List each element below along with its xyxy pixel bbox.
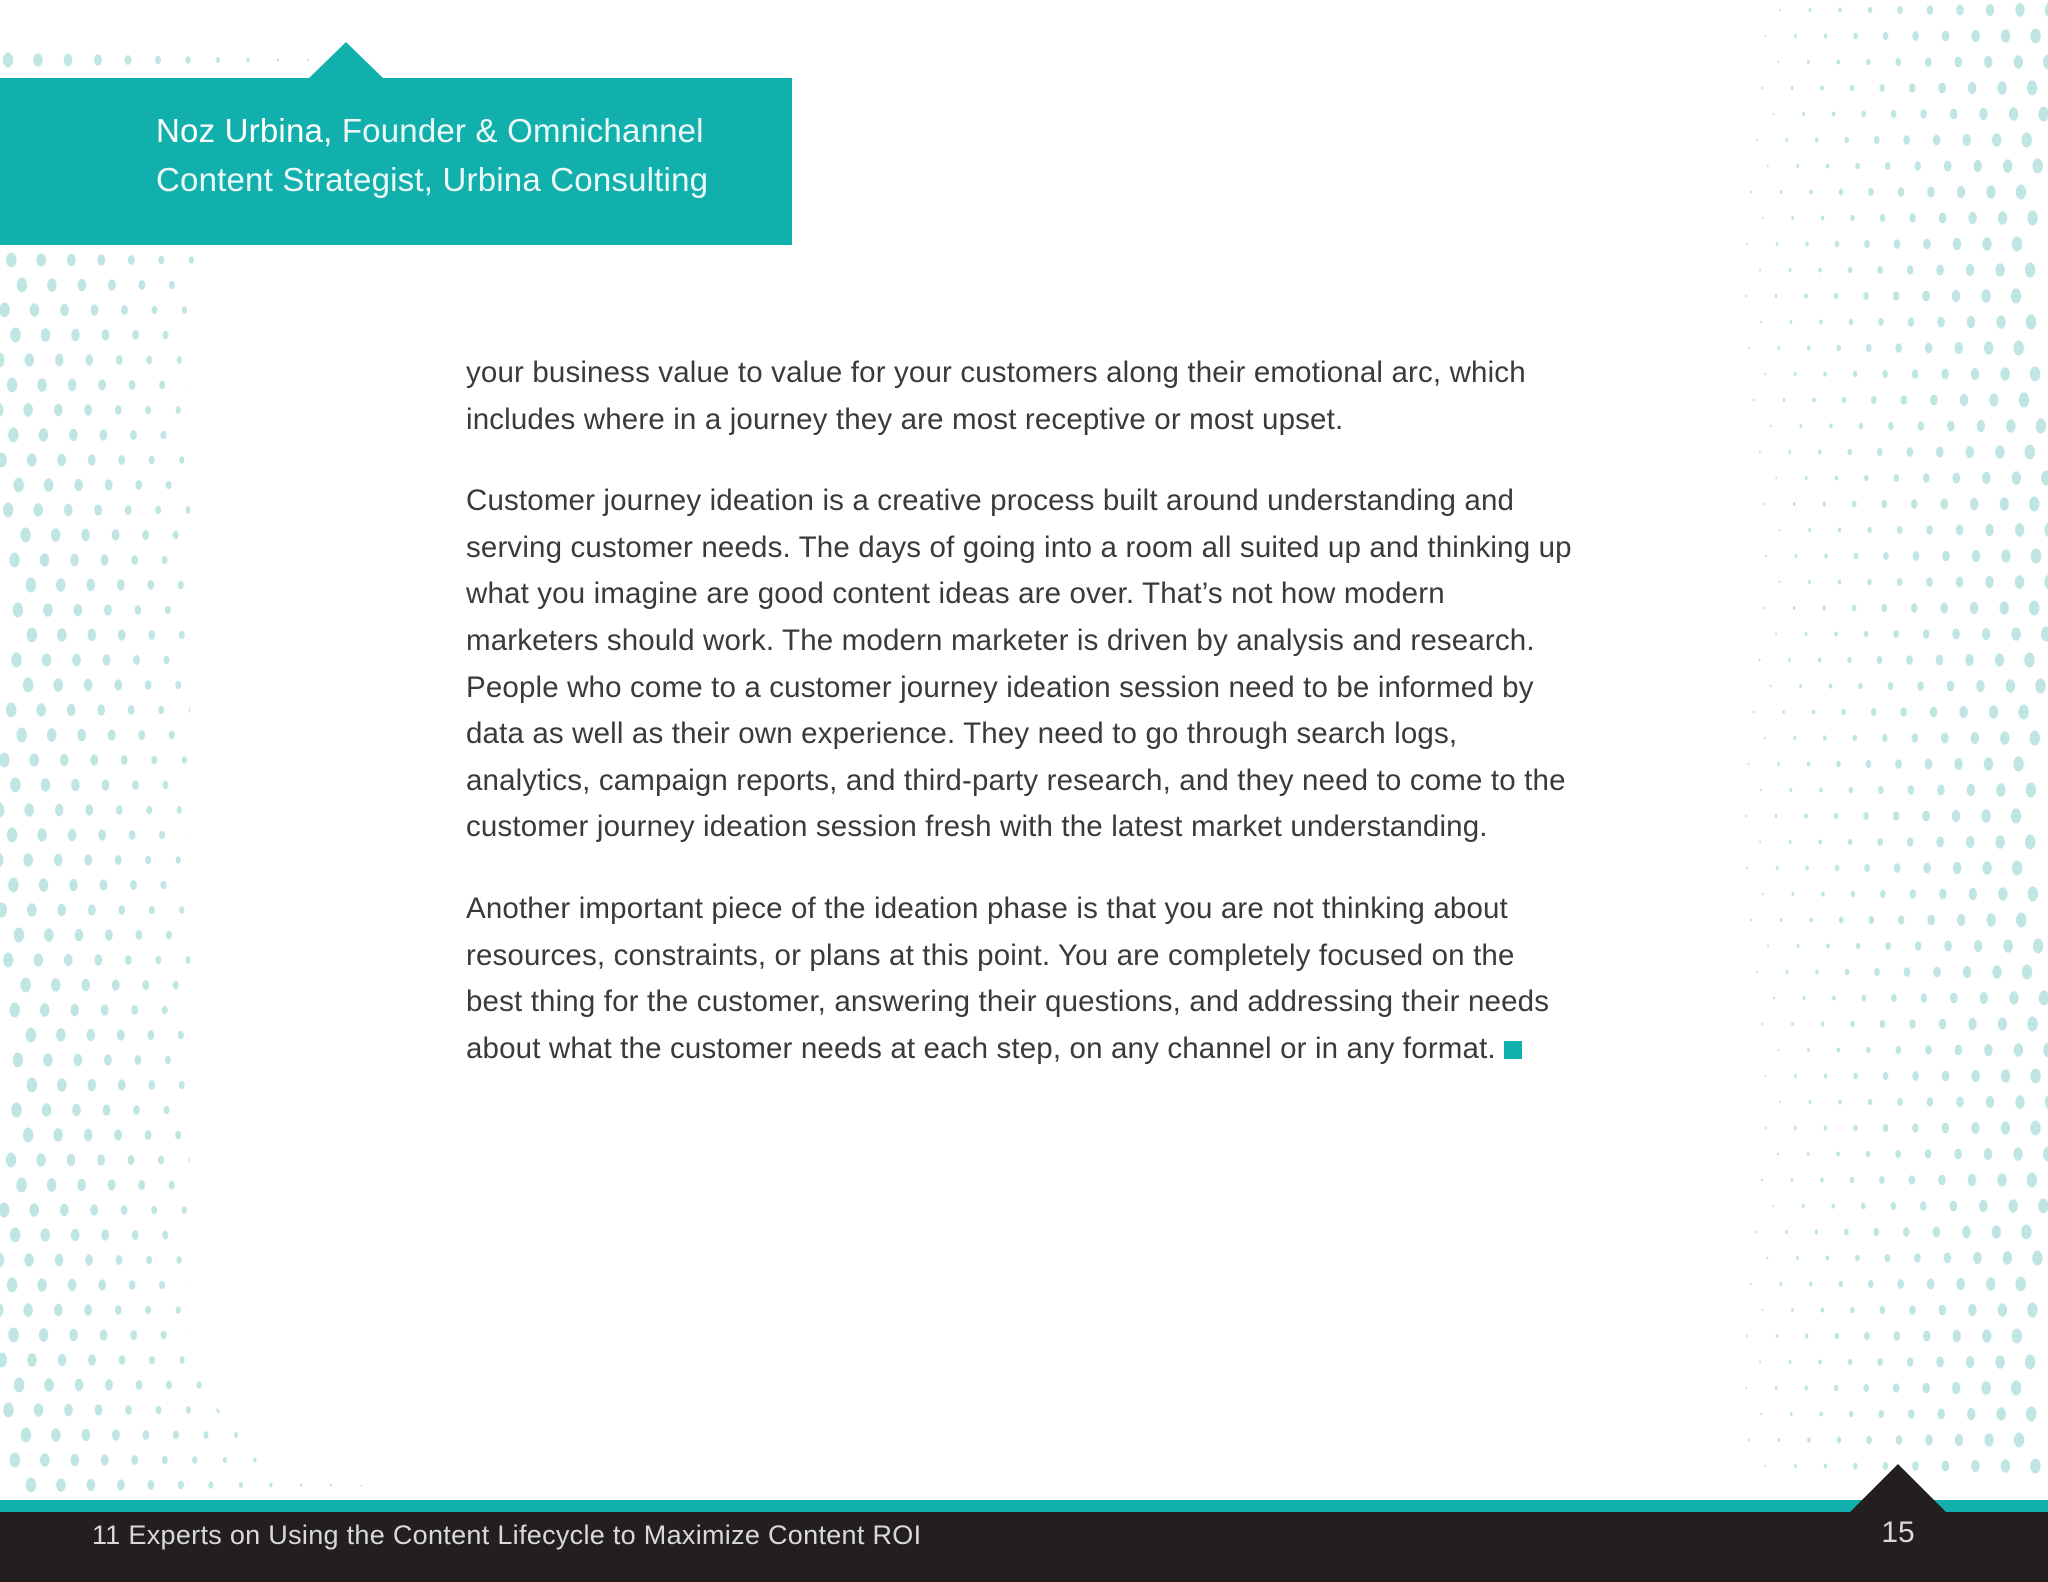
footer-accent-stripe: [0, 1500, 2048, 1512]
author-role-line2: Content Strategist, Urbina Consulting: [156, 161, 709, 198]
body-paragraph-text: Another important piece of the ideation phase is that you are not thinking about resources, constraints, or plans at this point. You are completely focused on the best thing for the customer, answering their questions, and addressing their needs about what the customer needs at each step, on any channel or in any format.: [466, 891, 1550, 1065]
body-paragraph: your business value to value for your customers along their emotional arc, which includes where in a journey they are most receptive or most upset.: [466, 356, 1526, 436]
body-paragraph: Customer journey ideation is a creative process built around understanding and serving customer needs. The days of going into a room all suited up and thinking up what you imagine are good content ideas are over. That’s not how modern marketers should work. The modern marketer is driven by analysis and research. People who come to a customer journey ideation session need to be informed by data as well as their own experience. They need to go through search logs, analytics, campaign reports, and third-party research, and they need to come to the customer journey ideation session fresh with the latest market understanding.: [466, 484, 1572, 844]
author-box-notch: [308, 42, 384, 79]
end-of-article-square-icon: [1504, 1041, 1522, 1059]
page-number: 15: [1881, 1516, 1915, 1549]
author-role-line1: Founder & Omnichannel: [341, 112, 704, 149]
article-body: [466, 350, 1576, 1107]
page-number-notch: [1850, 1464, 1946, 1512]
footer-document-title: 11 Experts on Using the Content Lifecycle to Maximize Content ROI: [92, 1520, 922, 1550]
author-name: Noz Urbina,: [156, 112, 333, 149]
author-attribution-box: [0, 78, 792, 245]
author-attribution: [156, 106, 776, 204]
body-paragraph: [466, 886, 1576, 1072]
